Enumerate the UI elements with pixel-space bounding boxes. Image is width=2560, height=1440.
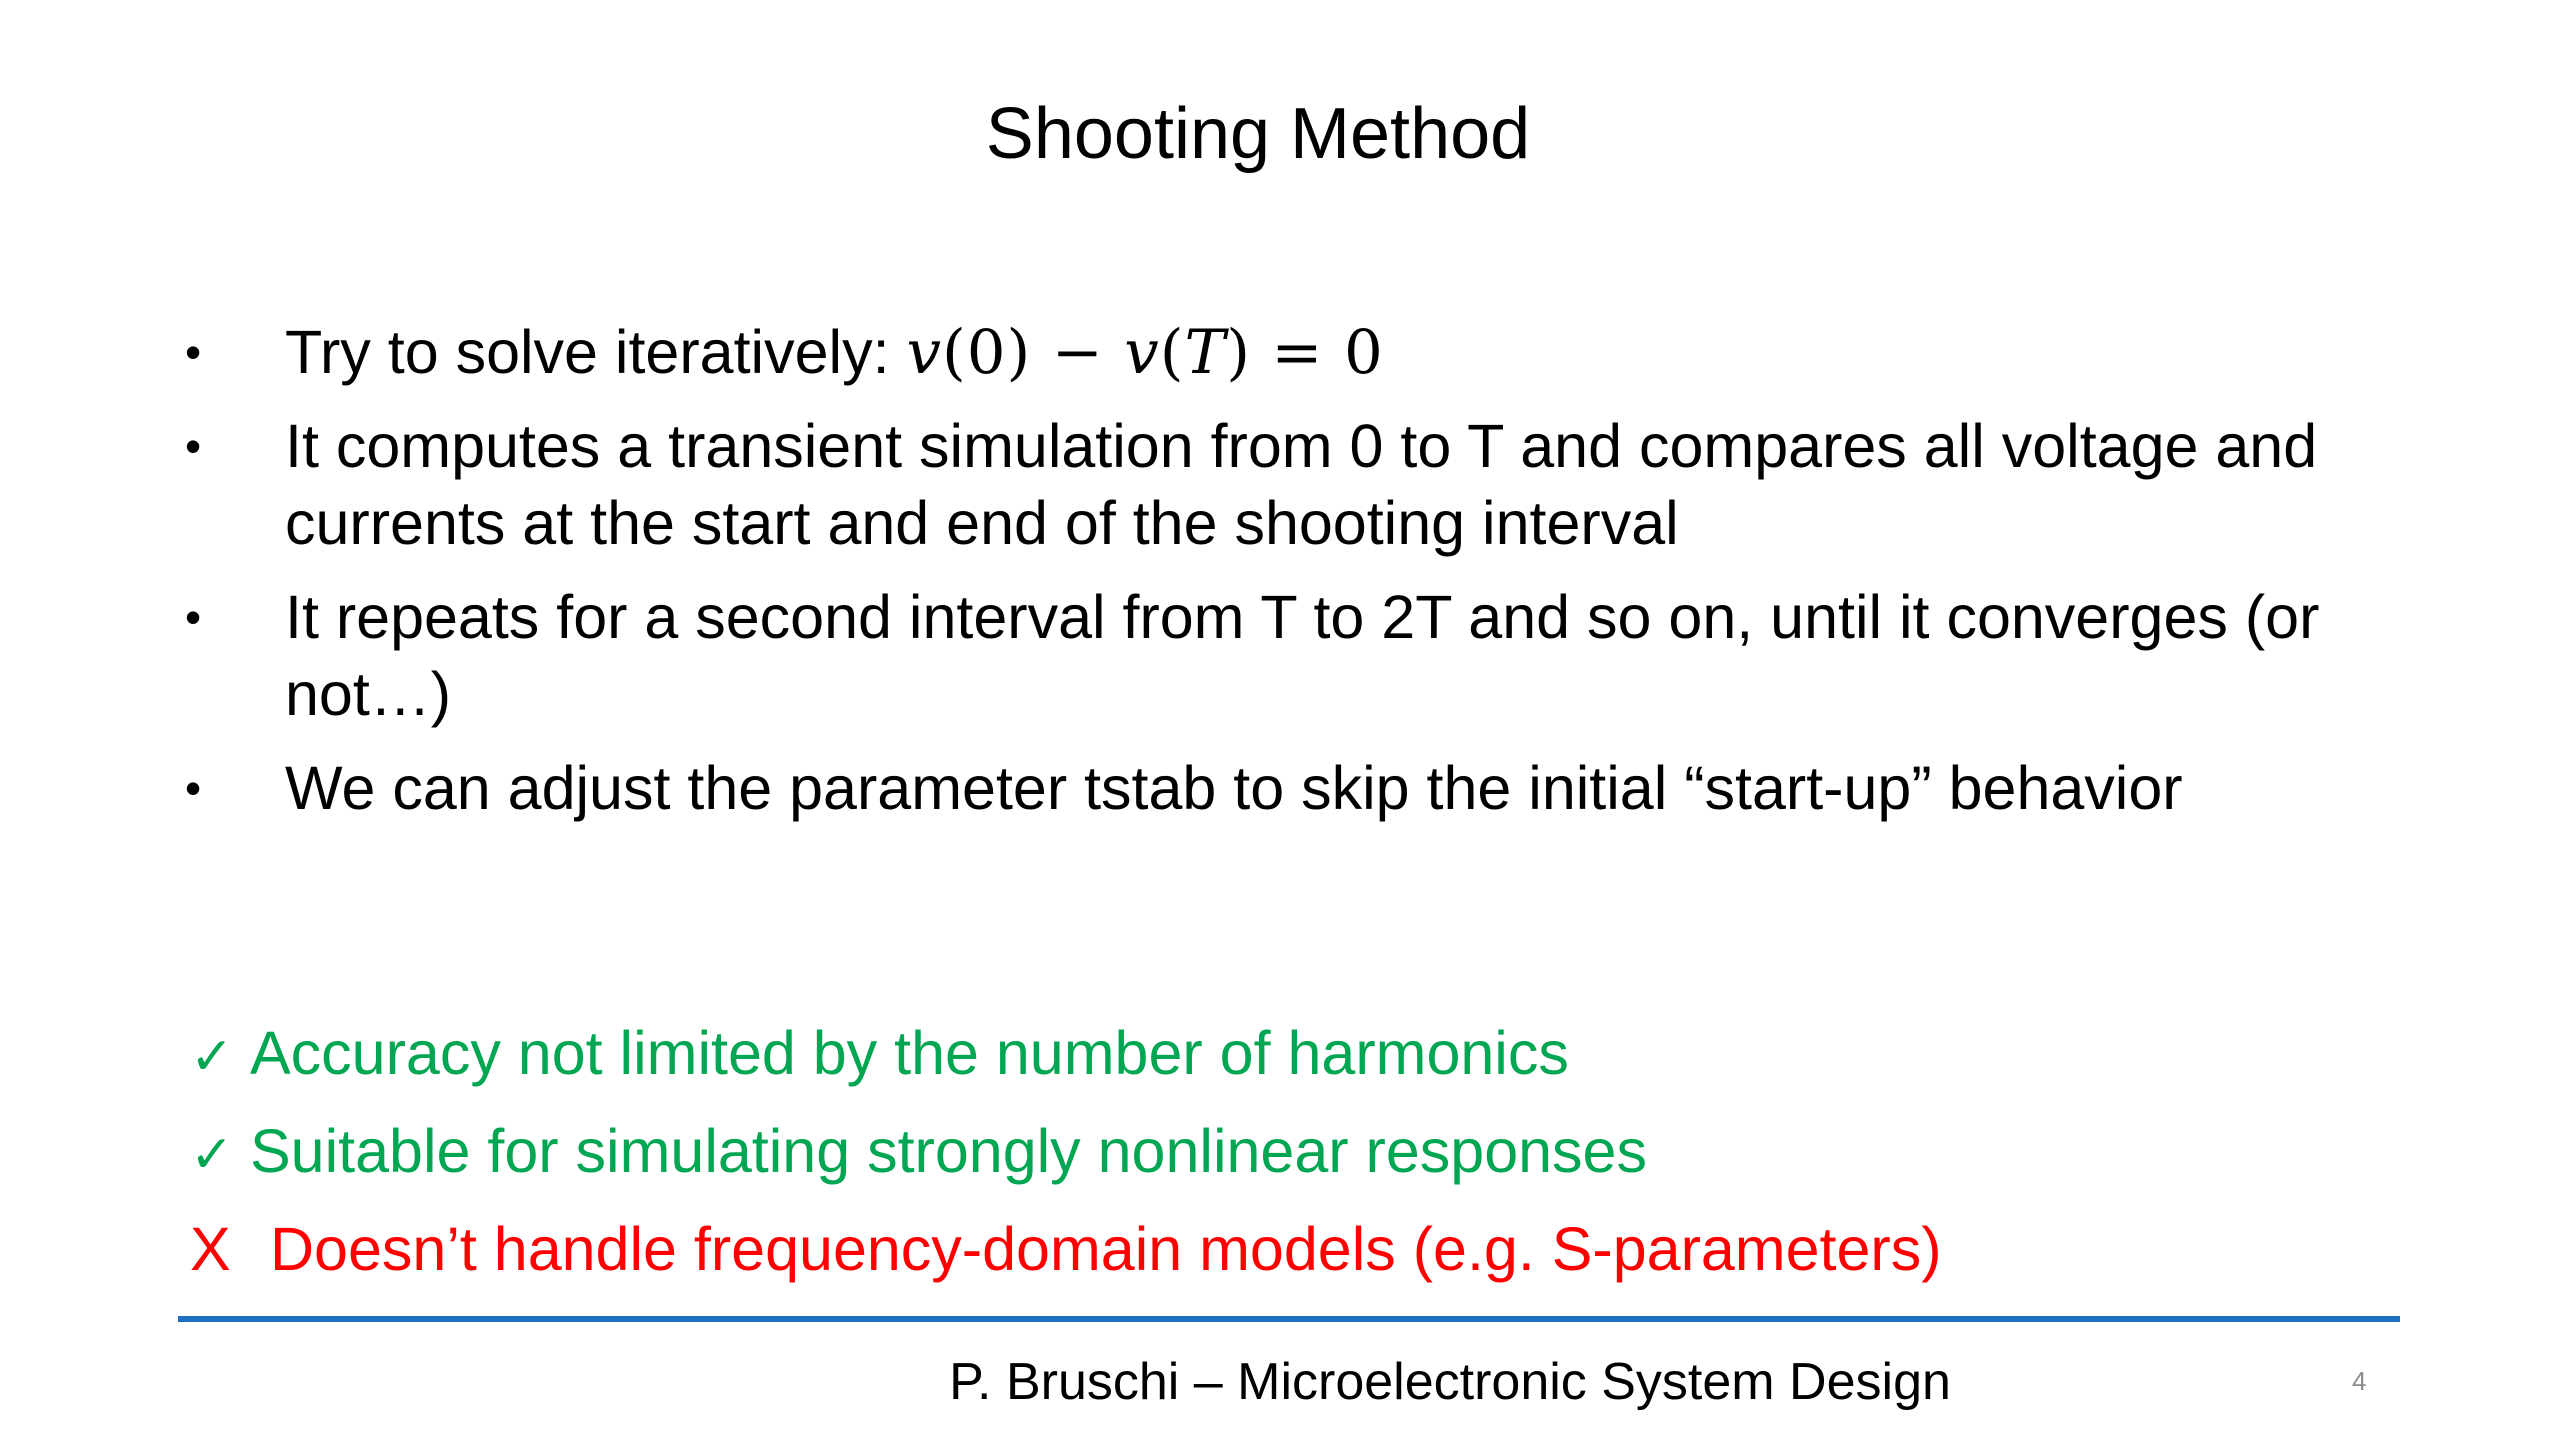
- page-number: 4: [2352, 1366, 2367, 1396]
- bullet-text: Try to solve iteratively:: [285, 318, 907, 386]
- equation-rhs: = 0: [1251, 317, 1384, 388]
- pro-item-nonlinear: [190, 1104, 1942, 1202]
- checkmark-icon: ✓: [190, 1027, 234, 1087]
- pro-text: Accuracy not limited by the number of harmonics: [250, 1019, 1569, 1087]
- slide-title: Shooting Method: [985, 94, 1531, 174]
- pro-item-accuracy: [190, 1006, 1942, 1104]
- pro-text: Suitable for simulating strongly nonlinear responses: [250, 1117, 1647, 1185]
- bullet-item-tstab: [185, 750, 2425, 827]
- cross-icon: X: [190, 1215, 231, 1283]
- equation-paren: ): [1226, 317, 1252, 388]
- bullet-dot: •: [185, 762, 202, 814]
- bullet-text: It repeats for a second interval from T to 2T and so on, until it converges (or not…): [285, 583, 2320, 728]
- footer-author: P. Bruschi – Microelectronic System Design: [949, 1353, 1951, 1411]
- bullet-item-repeat: [185, 579, 2425, 733]
- equation-var: v: [1124, 317, 1160, 388]
- footer-divider: [178, 1316, 2400, 1322]
- bullet-item-solve: [185, 314, 2425, 391]
- con-item-frequency-domain: [190, 1202, 1942, 1296]
- con-text: Doesn’t handle frequency-domain models (e.g. S-parameters): [270, 1215, 1942, 1283]
- equation-var: v: [906, 317, 942, 388]
- bullet-text: We can adjust the parameter tstab to skip the initial “start-up” behavior: [285, 754, 2183, 822]
- bullet-dot: •: [185, 591, 202, 643]
- checkmark-icon: ✓: [190, 1125, 234, 1185]
- bullet-item-transient: [185, 408, 2425, 562]
- bullet-list: [185, 314, 2425, 844]
- equation-paren: (: [1159, 317, 1185, 388]
- bullet-dot: •: [185, 326, 202, 378]
- pros-cons-list: [190, 1006, 1942, 1296]
- equation-period: T: [1184, 317, 1227, 388]
- bullet-text: It computes a transient simulation from 0 to T and compares all voltage and currents at the start and end of the shooting interval: [285, 412, 2318, 557]
- bullet-dot: •: [185, 420, 202, 472]
- equation: [906, 317, 1383, 388]
- equation-operator: −: [1031, 317, 1125, 388]
- equation-arg: (0): [941, 317, 1032, 388]
